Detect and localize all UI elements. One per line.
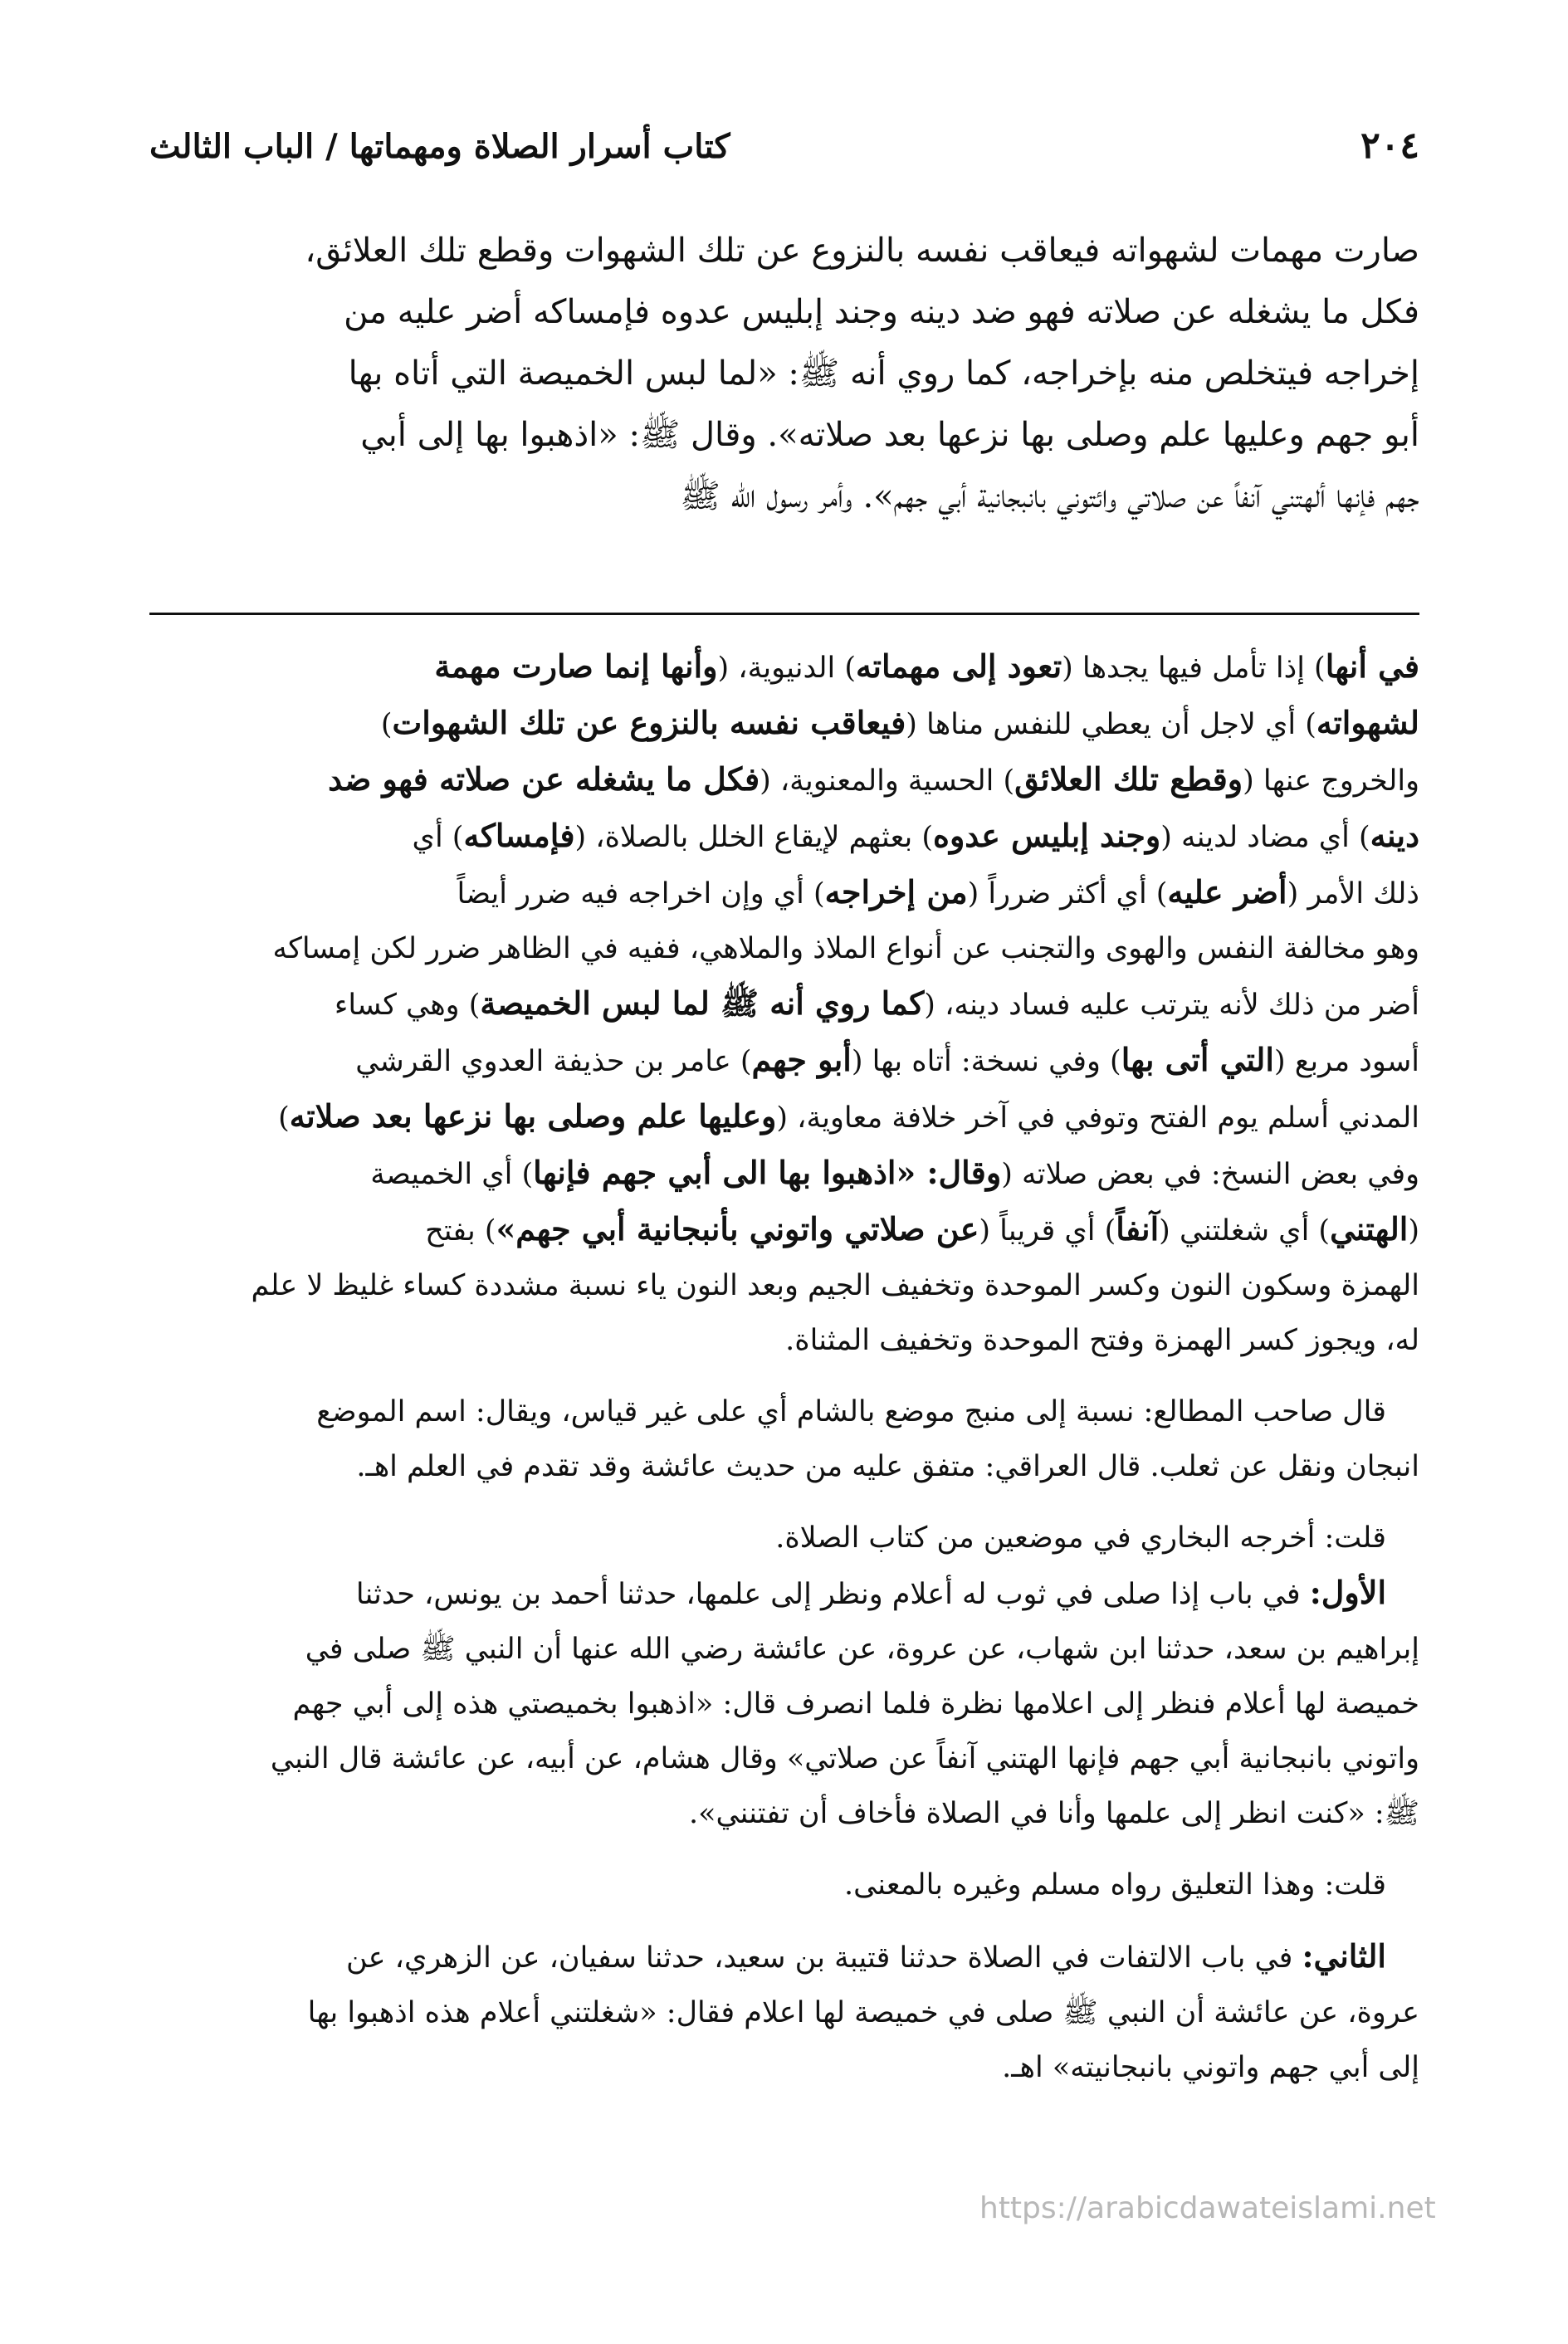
footnote-divider xyxy=(149,613,1419,615)
commentary-text: وفي بعض النسخ: في بعض صلاته ( xyxy=(1001,1158,1419,1191)
bold-quote: وقال: «اذهبوا بها الى أبي جهم فإنها xyxy=(533,1154,1002,1191)
watermark-url: https://arabicdawateislami.net xyxy=(979,2191,1436,2225)
commentary-text: أضر من ذلك لأنه يترتب عليه فساد دينه، ( xyxy=(924,989,1419,1022)
commentary-text: والخروج عنها ( xyxy=(1243,764,1419,798)
commentary-text: إلى أبي جهم واتوني بانبجانيته» اهـ. xyxy=(1002,2051,1419,2084)
commentary-text: له، ويجوز كسر الهمزة وفتح الموحدة وتخفيف المثناة. xyxy=(785,1324,1419,1357)
commentary-text: ) أي شغلتني ( xyxy=(1159,1214,1331,1248)
commentary-text: ) الحسية والمعنوية، ( xyxy=(760,764,1015,798)
commentary-text: قلت: أخرجه البخاري في موضعين من كتاب الصلاة. xyxy=(775,1521,1386,1555)
commentary-line xyxy=(149,1089,1419,1145)
commentary-text: ) عامر بن حذيفة العدوي القرشي xyxy=(355,1045,752,1078)
commentary-text: ذلك الأمر ( xyxy=(1287,877,1419,911)
commentary-line xyxy=(149,1202,1419,1258)
bold-quote: فيعاقب نفسه بالنزوع عن تلك الشهوات xyxy=(392,704,906,741)
commentary-text: ) أي وإن اخراجه فيه ضرر أيضاً xyxy=(457,877,825,911)
commentary-line xyxy=(149,1439,1419,1494)
commentary-text: في باب إذا صلى في ثوب له أعلام ونظر إلى علمها، حدثنا أحمد بن يونس، حدثنا xyxy=(355,1578,1310,1611)
commentary-line xyxy=(149,976,1419,1033)
main-text-line: إخراجه فيتخلص منه بإخراجه، كما روي أنه ﷺ: «لما لبس الخميصة التي أتاه بها xyxy=(348,354,1419,393)
commentary-line xyxy=(149,696,1419,752)
commentary-text: ) أي مضاد لدينه ( xyxy=(1160,821,1370,854)
commentary-text: إبراهيم بن سعد، حدثنا ابن شهاب، عن عروة، عن عائشة رضي الله عنها أن النبي ﷺ صلى في xyxy=(305,1633,1419,1666)
commentary-line xyxy=(149,1929,1419,1985)
commentary-text: ) أي لاجل أن يعطي للنفس مناها ( xyxy=(906,708,1316,741)
bold-quote: فإمساكه xyxy=(463,817,575,854)
commentary-text: ) إذا تأمل فيها يجدها ( xyxy=(1062,652,1326,685)
bold-quote: أبو جهم xyxy=(751,1041,852,1078)
commentary-text: ) الدنيوية، ( xyxy=(717,652,857,685)
commentary-text: ) أي xyxy=(412,821,464,854)
commentary-text: عروة، عن عائشة أن النبي ﷺ صلى في خميصة لها اعلام فقال: «شغلتني أعلام هذه اذهبوا بها xyxy=(307,1996,1419,2029)
bold-quote: الأول: xyxy=(1309,1574,1386,1611)
commentary-text: ) وفي نسخة: أتاه بها ( xyxy=(851,1045,1121,1078)
commentary-line xyxy=(149,2040,1419,2095)
commentary-text: واتوني بانبجانية أبي جهم فإنها الهتني آنفاً عن صلاتي» وقال هشام، عن أبيه، عن عائشة قال النبي xyxy=(270,1742,1419,1775)
commentary-line xyxy=(149,1985,1419,2040)
paragraph-gap xyxy=(149,1368,1419,1384)
commentary-text: ﷺ: «كنت انظر إلى علمها وأنا في الصلاة فأخاف أن تفتنني». xyxy=(688,1797,1419,1830)
commentary-line xyxy=(149,1858,1419,1912)
commentary-text: المدني أسلم يوم الفتح وتوفي في آخر خلافة معاوية، ( xyxy=(776,1101,1419,1135)
bold-quote: دينه xyxy=(1370,817,1419,854)
commentary-text: ) أي أكثر ضرراً ( xyxy=(967,877,1168,911)
commentary-line xyxy=(149,1145,1419,1202)
commentary-text: ) بعثهم لإيقاع الخلل بالصلاة، ( xyxy=(574,821,934,854)
commentary-line xyxy=(149,1786,1419,1841)
bold-quote: كما روي أنه ﷺ لما لبس الخميصة xyxy=(480,984,925,1022)
running-title: كتاب أسرار الصلاة ومهماتها / الباب الثالث xyxy=(149,127,730,166)
bold-quote: من إخراجه xyxy=(824,873,968,911)
main-text xyxy=(149,220,1419,527)
commentary-line xyxy=(149,865,1419,921)
paragraph-gap xyxy=(149,1494,1419,1511)
bold-quote: التي أتى بها xyxy=(1121,1041,1274,1078)
commentary-text: ) xyxy=(380,708,393,741)
main-text-line: جهم فإنها ألهتني آنفاً عن صلاتي وائتوني بانبجانية أبي جهم». وأمر رسول الله ﷺ xyxy=(680,477,1419,515)
commentary-text: أسود مربع ( xyxy=(1273,1045,1419,1078)
bold-quote: وقطع تلك العلائق xyxy=(1014,760,1243,798)
commentary-text: انبجان ونقل عن ثعلب. قال العراقي: متفق عليه من حديث عائشة وقد تقدم في العلم اهـ. xyxy=(356,1450,1419,1483)
bold-quote: وأنها إنما صارت مهمة xyxy=(434,647,718,685)
bold-quote: لشهواته xyxy=(1316,704,1419,741)
commentary-line xyxy=(149,808,1419,865)
commentary xyxy=(149,639,1419,2095)
commentary-line xyxy=(149,639,1419,696)
commentary-line xyxy=(149,752,1419,808)
bold-quote: في أنها xyxy=(1325,647,1419,685)
bold-quote: فكل ما يشغله عن صلاته فهو ضد xyxy=(328,760,760,798)
bold-quote: الهتني xyxy=(1330,1210,1409,1248)
commentary-text: الهمزة وسكون النون وكسر الموحدة وتخفيف الجيم وبعد النون ياء نسبة مشددة كساء غليظ لا علم xyxy=(251,1269,1419,1302)
bold-quote: وجند إبليس عدوه xyxy=(933,817,1161,854)
commentary-line xyxy=(149,1677,1419,1731)
paragraph-gap xyxy=(149,1841,1419,1858)
commentary-line xyxy=(149,1258,1419,1313)
commentary-text: وهو مخالفة النفس والهوى والتجنب عن أنواع الملاذ والملاهي، ففيه في الظاهر ضرر لكن إمساكه xyxy=(272,932,1419,965)
commentary-line xyxy=(149,1384,1419,1439)
paragraph-gap xyxy=(149,1912,1419,1929)
commentary-text: ) أي الخميصة xyxy=(370,1158,534,1191)
commentary-text: خميصة لها أعلام فنظر إلى اعلامها نظرة فلما انصرف قال: «اذهبوا بخميصتي هذه إلى أبي جهم xyxy=(292,1687,1419,1721)
main-text-line: صارت مهمات لشهواته فيعاقب نفسه بالنزوع عن تلك الشهوات وقطع تلك العلائق، xyxy=(305,232,1419,270)
running-header xyxy=(149,125,1419,183)
bold-quote: تعود إلى مهماته xyxy=(856,647,1062,685)
commentary-text: في باب الالتفات في الصلاة حدثنا قتيبة بن سعيد، حدثنا سفيان، عن الزهري، عن xyxy=(346,1941,1302,1975)
commentary-text: ) بفتح xyxy=(425,1214,496,1248)
commentary-text: ) أي قريباً ( xyxy=(979,1214,1116,1248)
commentary-line xyxy=(149,1565,1419,1622)
commentary-text: ) xyxy=(278,1101,290,1135)
commentary-line xyxy=(149,1731,1419,1786)
commentary-line xyxy=(149,1511,1419,1565)
bold-quote: عن صلاتي واتوني بأنبجانية أبي جهم» xyxy=(496,1210,979,1248)
bold-quote: وعليها علم وصلى بها نزعها بعد صلاته xyxy=(289,1097,777,1135)
bold-quote: أضر عليه xyxy=(1167,873,1287,911)
main-text-line: فكل ما يشغله عن صلاته فهو ضد دينه وجند إبليس عدوه فإمساكه أضر عليه من xyxy=(344,293,1419,331)
commentary-text: ( xyxy=(1408,1214,1419,1248)
page-number: ٢٠٤ xyxy=(1360,125,1419,167)
commentary-text: قال صاحب المطالع: نسبة إلى منبج موضع بالشام أي على غير قياس، ويقال: اسم الموضع xyxy=(316,1395,1386,1428)
bold-quote: الثاني: xyxy=(1302,1937,1386,1975)
commentary-line xyxy=(149,1622,1419,1677)
bold-quote: آنفاً xyxy=(1116,1210,1160,1248)
commentary-text: ) وهي كساء xyxy=(334,989,481,1022)
commentary-line xyxy=(149,1033,1419,1089)
commentary-line xyxy=(149,1313,1419,1368)
main-text-line: أبو جهم وعليها علم وصلى بها نزعها بعد صلاته». وقال ﷺ: «اذهبوا بها إلى أبي xyxy=(360,416,1419,454)
commentary-text: قلت: وهذا التعليق رواه مسلم وغيره بالمعنى. xyxy=(843,1868,1386,1902)
commentary-line xyxy=(149,921,1419,976)
